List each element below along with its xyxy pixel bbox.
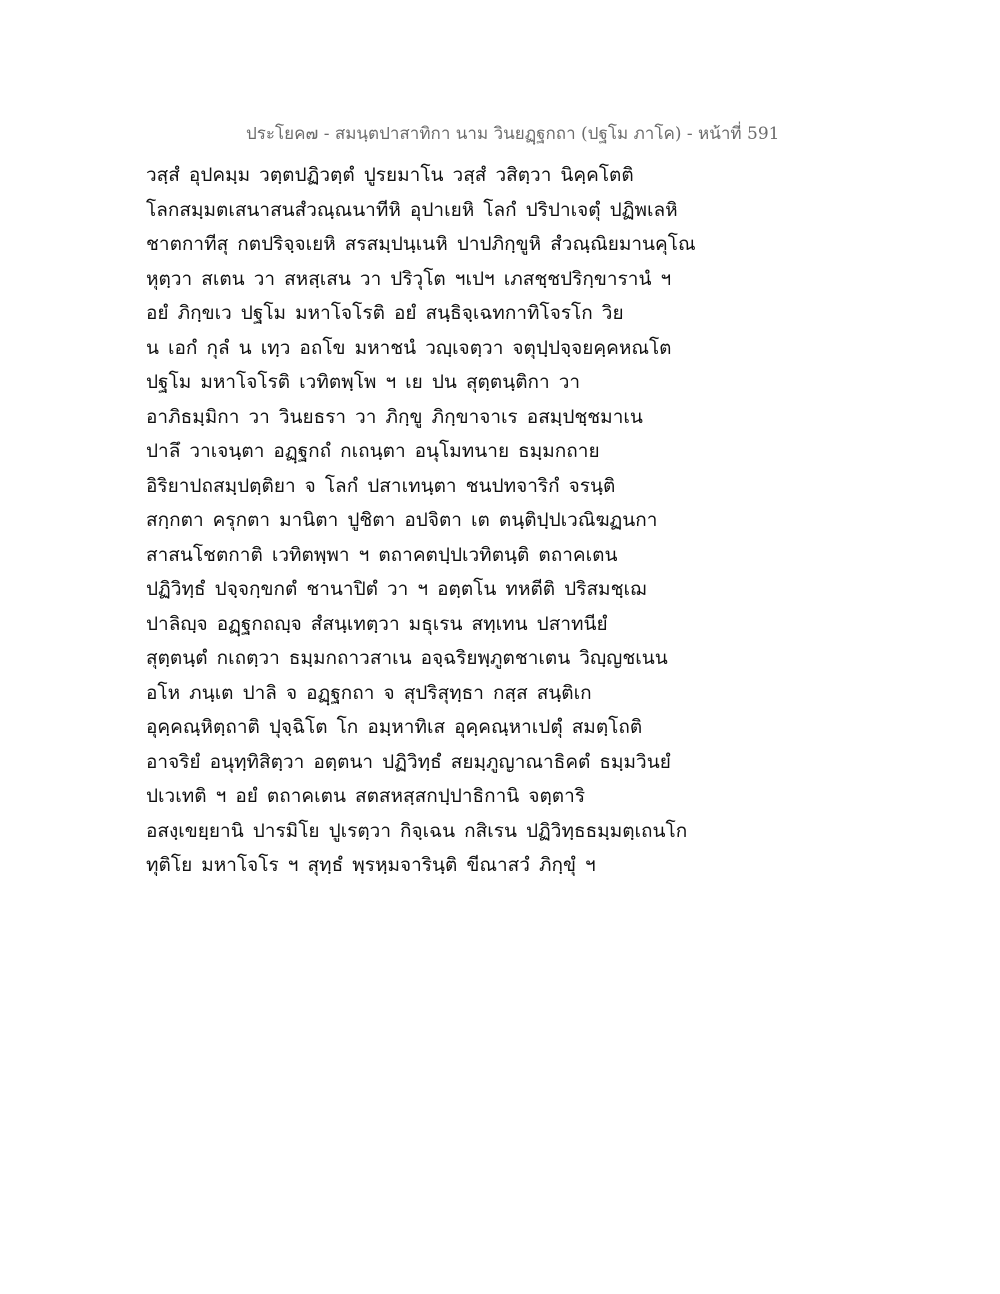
text-line: อสงฺเขยฺยานิ ปารมิโย ปูเรตฺวา กิจฺเฉน กสิเรน ปฏิวิทฺธธมฺมตฺเถนโก bbox=[146, 819, 688, 842]
text-line: ปาลิญฺจ อฏฺฐกถญฺจ สํสนฺเทตฺวา มธุเรน สทฺเทน ปสาทนียํ bbox=[146, 612, 608, 635]
text-line: ปฐโม มหาโจโรติ เวทิตพฺโพ ฯ เย ปน สุตฺตนฺติกา วา bbox=[146, 371, 581, 393]
text-line: สกฺกตา ครุกตา มานิตา ปูชิตา อปจิตา เต ตนฺติปฺปเวณิฆฏนกา bbox=[146, 509, 658, 531]
text-line: ทุติโย มหาโจโร ฯ สุทฺธํ พฺรหฺมจารินฺติ ขีณาสวํ ภิกฺขุํ ฯ bbox=[146, 854, 596, 876]
text-line: อิริยาปถสมฺปตฺติยา จ โลกํ ปสาเทนฺตา ชนปทจาริกํ จรนฺติ bbox=[146, 474, 616, 497]
text-line: โลกสมฺมตเสนาสนสํวณฺณนาทีหิ อุปาเยหิ โลกํ ปริปาเจตุํ ปฏิพเลหิ bbox=[146, 198, 678, 221]
text-line: น เอกํ กุลํ น เทฺว อถโข มหาชนํ วญฺเจตฺวา จตุปฺปจฺจยคฺคหณโต bbox=[146, 336, 672, 359]
text-line: อุคฺคณฺหิตฺถาติ ปุจฺฉิโต โก อมฺหาทิเส อุคฺคณฺหาเปตุํ สมตฺโถติ bbox=[146, 716, 643, 738]
text-line: สาสนโชตกาติ เวทิตพฺพา ฯ ตถาคตปฺปเวทิตนฺติ ตถาคเตน bbox=[146, 543, 618, 566]
running-header: ประโยค๗ - สมนฺตปาสาทิกา นาม วินยฏฺฐกถา (ปฐโม ภาโค) - หน้าที่ 591 bbox=[246, 124, 780, 144]
text-line: ปเวเทติ ฯ อยํ ตถาคเตน สตสหสฺสกปฺปาธิกานิ จตฺตาริ bbox=[146, 785, 586, 807]
text-line: อโห ภนฺเต ปาลิ จ อฏฺฐกถา จ สุปริสุทฺธา กสฺส สนฺติเก bbox=[146, 681, 592, 704]
text-line: ปฏิวิทฺธํ ปจฺจกฺขกตํ ชานาปิตํ วา ฯ อตฺตโน ทหตีติ ปริสมชฺเฌ bbox=[146, 578, 647, 600]
text-line: ปาลึ วาเจนฺตา อฏฺฐกถํ กเถนฺตา อนุโมทนาย ธมฺมกถาย bbox=[146, 440, 600, 462]
body-text bbox=[146, 158, 726, 883]
text-line: สุตฺตนฺตํ กเถตฺวา ธมฺมกถาวสาเน อจฺฉริยพฺภูตชาเตน วิญฺญชเนน bbox=[146, 647, 668, 669]
text-line: อยํ ภิกฺขเว ปฐโม มหาโจโรติ อยํ สนฺธิจฺเฉทกาทิโจรโก วิย bbox=[146, 302, 624, 324]
text-line: ชาตกาทีสุ กตปริจฺจเยหิ สรสมฺปนฺเนหิ ปาปภิกฺขูหิ สํวณฺณิยมานคุโณ bbox=[146, 233, 696, 255]
text-line: อาจริยํ อนุทฺทิสิตฺวา อตฺตนา ปฏิวิทฺธํ สยมฺภูญาณาธิคตํ ธมฺมวินยํ bbox=[146, 750, 671, 773]
text-line: หุตฺวา สเตน วา สหสฺเสน วา ปริวุโต ฯเปฯ เภสชฺชปริกฺขารานํ ฯ bbox=[146, 267, 672, 290]
text-line: อาภิธมฺมิกา วา วินยธรา วา ภิกฺขู ภิกฺขาจาเร อสมฺปชฺชมาเน bbox=[146, 405, 643, 428]
text-line: วสฺสํ อุปคมฺม วตฺตปฏิวตฺตํ ปูรยมาโน วสฺสํ วสิตฺวา นิคฺคโตติ bbox=[146, 164, 634, 186]
